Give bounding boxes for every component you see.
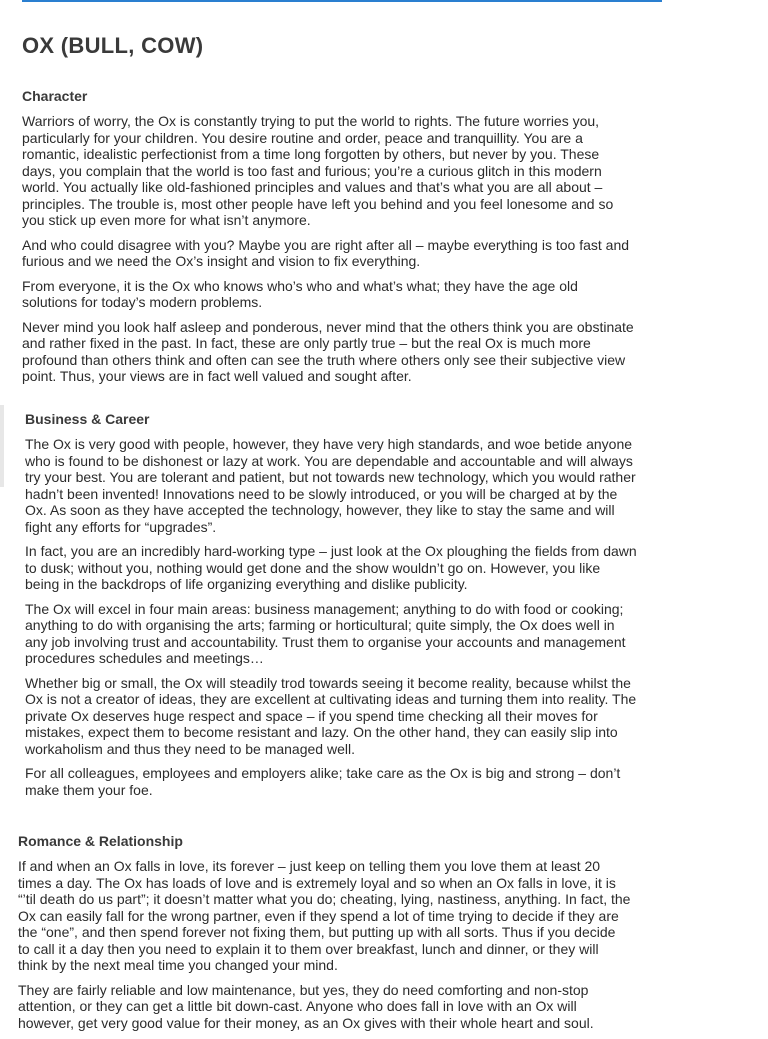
section-business-career <box>25 411 743 806</box>
paragraph: Whether big or small, the Ox will steadily trod towards seeing it become reality, because whilst the Ox is not a creator of ideas, they are excellent at cultivating ideas and turning them into reality. The private Ox deserves huge respect and space – if you spend time checking all their moves for mistakes, expect them to become resistant and lazy. On the other hand, they can easily slip into workaholism and thus they need to be managed well. <box>25 674 637 757</box>
section-heading: Romance & Relationship <box>18 833 183 849</box>
paragraph: The Ox will excel in four main areas: business management; anything to do with food or cooking; anything to do with organising the arts; farming or horticultural; quite simply, the Ox does well in any job involving trust and accountability. Trust them to organise your accounts and management procedures schedules and meetings… <box>25 600 626 666</box>
margin-bar <box>0 405 4 487</box>
paragraph: From everyone, it is the Ox who knows who’s who and what’s what; they have the age old solutions for today’s modern problems. <box>22 277 578 310</box>
section-heading: Character <box>22 88 88 104</box>
page-title: OX (BULL, COW) <box>22 33 204 58</box>
paragraph: In fact, you are an incredibly hard-working type – just look at the Ox ploughing the fields from dawn to dusk; without you, nothing would get done and the show wouldn’t go on. However, you like being in the backdrops of life organizing everything and dislike publicity. <box>25 543 637 592</box>
section-heading: Business & Career <box>25 411 150 427</box>
paragraph: Never mind you look half asleep and ponderous, never mind that the others think you are obstinate and rather fixed in the past. In fact, these are only partly true – but the real Ox is much more profound than others think and often can see the truth where others only see their subjective view point. Thus, your views are in fact well valued and sought after. <box>22 318 634 384</box>
paragraph: And who could disagree with you? Maybe you are right after all – maybe everything is too fast and furious and we need the Ox’s insight and vision to fix everything. <box>22 236 630 269</box>
paragraph: Warriors of worry, the Ox is constantly trying to put the world to rights. The future worries you, particularly for your children. You desire routine and order, peace and tranquillity. You are a romantic, idealistic perfectionist from a time long forgotten by others, but never by you. These days, you complain that the world is too fast and furious; you’re a curious glitch in this modern world. You actually like old-fashioned principles and values and that’s what you are all about – principles. The trouble is, most other people have left you behind and you feel lonesome and so you stick up even more for what isn’t anymore. <box>22 113 614 228</box>
section-romance-relationship <box>18 833 743 1039</box>
section-character <box>22 88 742 393</box>
top-rule <box>22 0 662 2</box>
paragraph: The Ox is very good with people, however, they have very high standards, and woe betide anyone who is found to be dishonest or lazy at work. You are dependable and accountable and will always try your best. You are tolerant and patient, but not towards new technology, which you would rather hadn’t been invented! Innovations need to be slowly introduced, or you will be charged at by the Ox. As soon as they have accepted the technology, however, they like to stay the same and will fight any efforts for “upgrades”. <box>25 436 636 535</box>
paragraph: They are fairly reliable and low maintenance, but yes, they do need comforting and non-stop attention, or they can get a little bit down-cast. Anyone who does fall in love with an Ox will however, get very good value for their money, as an Ox gives with their whole heart and soul. <box>18 981 594 1031</box>
paragraph: If and when an Ox falls in love, its forever – just keep on telling them you love them at least 20 times a day. The Ox has loads of love and is extremely loyal and so when an Ox falls in love, it is “’til death do us part”; it doesn’t matter what you do; cheating, lying, nastiness, anything. In fact, the Ox can easily fall for the wrong partner, even if they spend a lot of time trying to decide if they are the “one”, and then spend forever not fixing them, but putting up with all sorts. Thus if you decide to call it a day then you need to explain it to them over breakfast, lunch and dinner, or they will think by the next meal time you changed your mind. <box>18 858 631 973</box>
paragraph: For all colleagues, employees and employers alike; take care as the Ox is big and strong – don’t make them your foe. <box>25 765 621 798</box>
